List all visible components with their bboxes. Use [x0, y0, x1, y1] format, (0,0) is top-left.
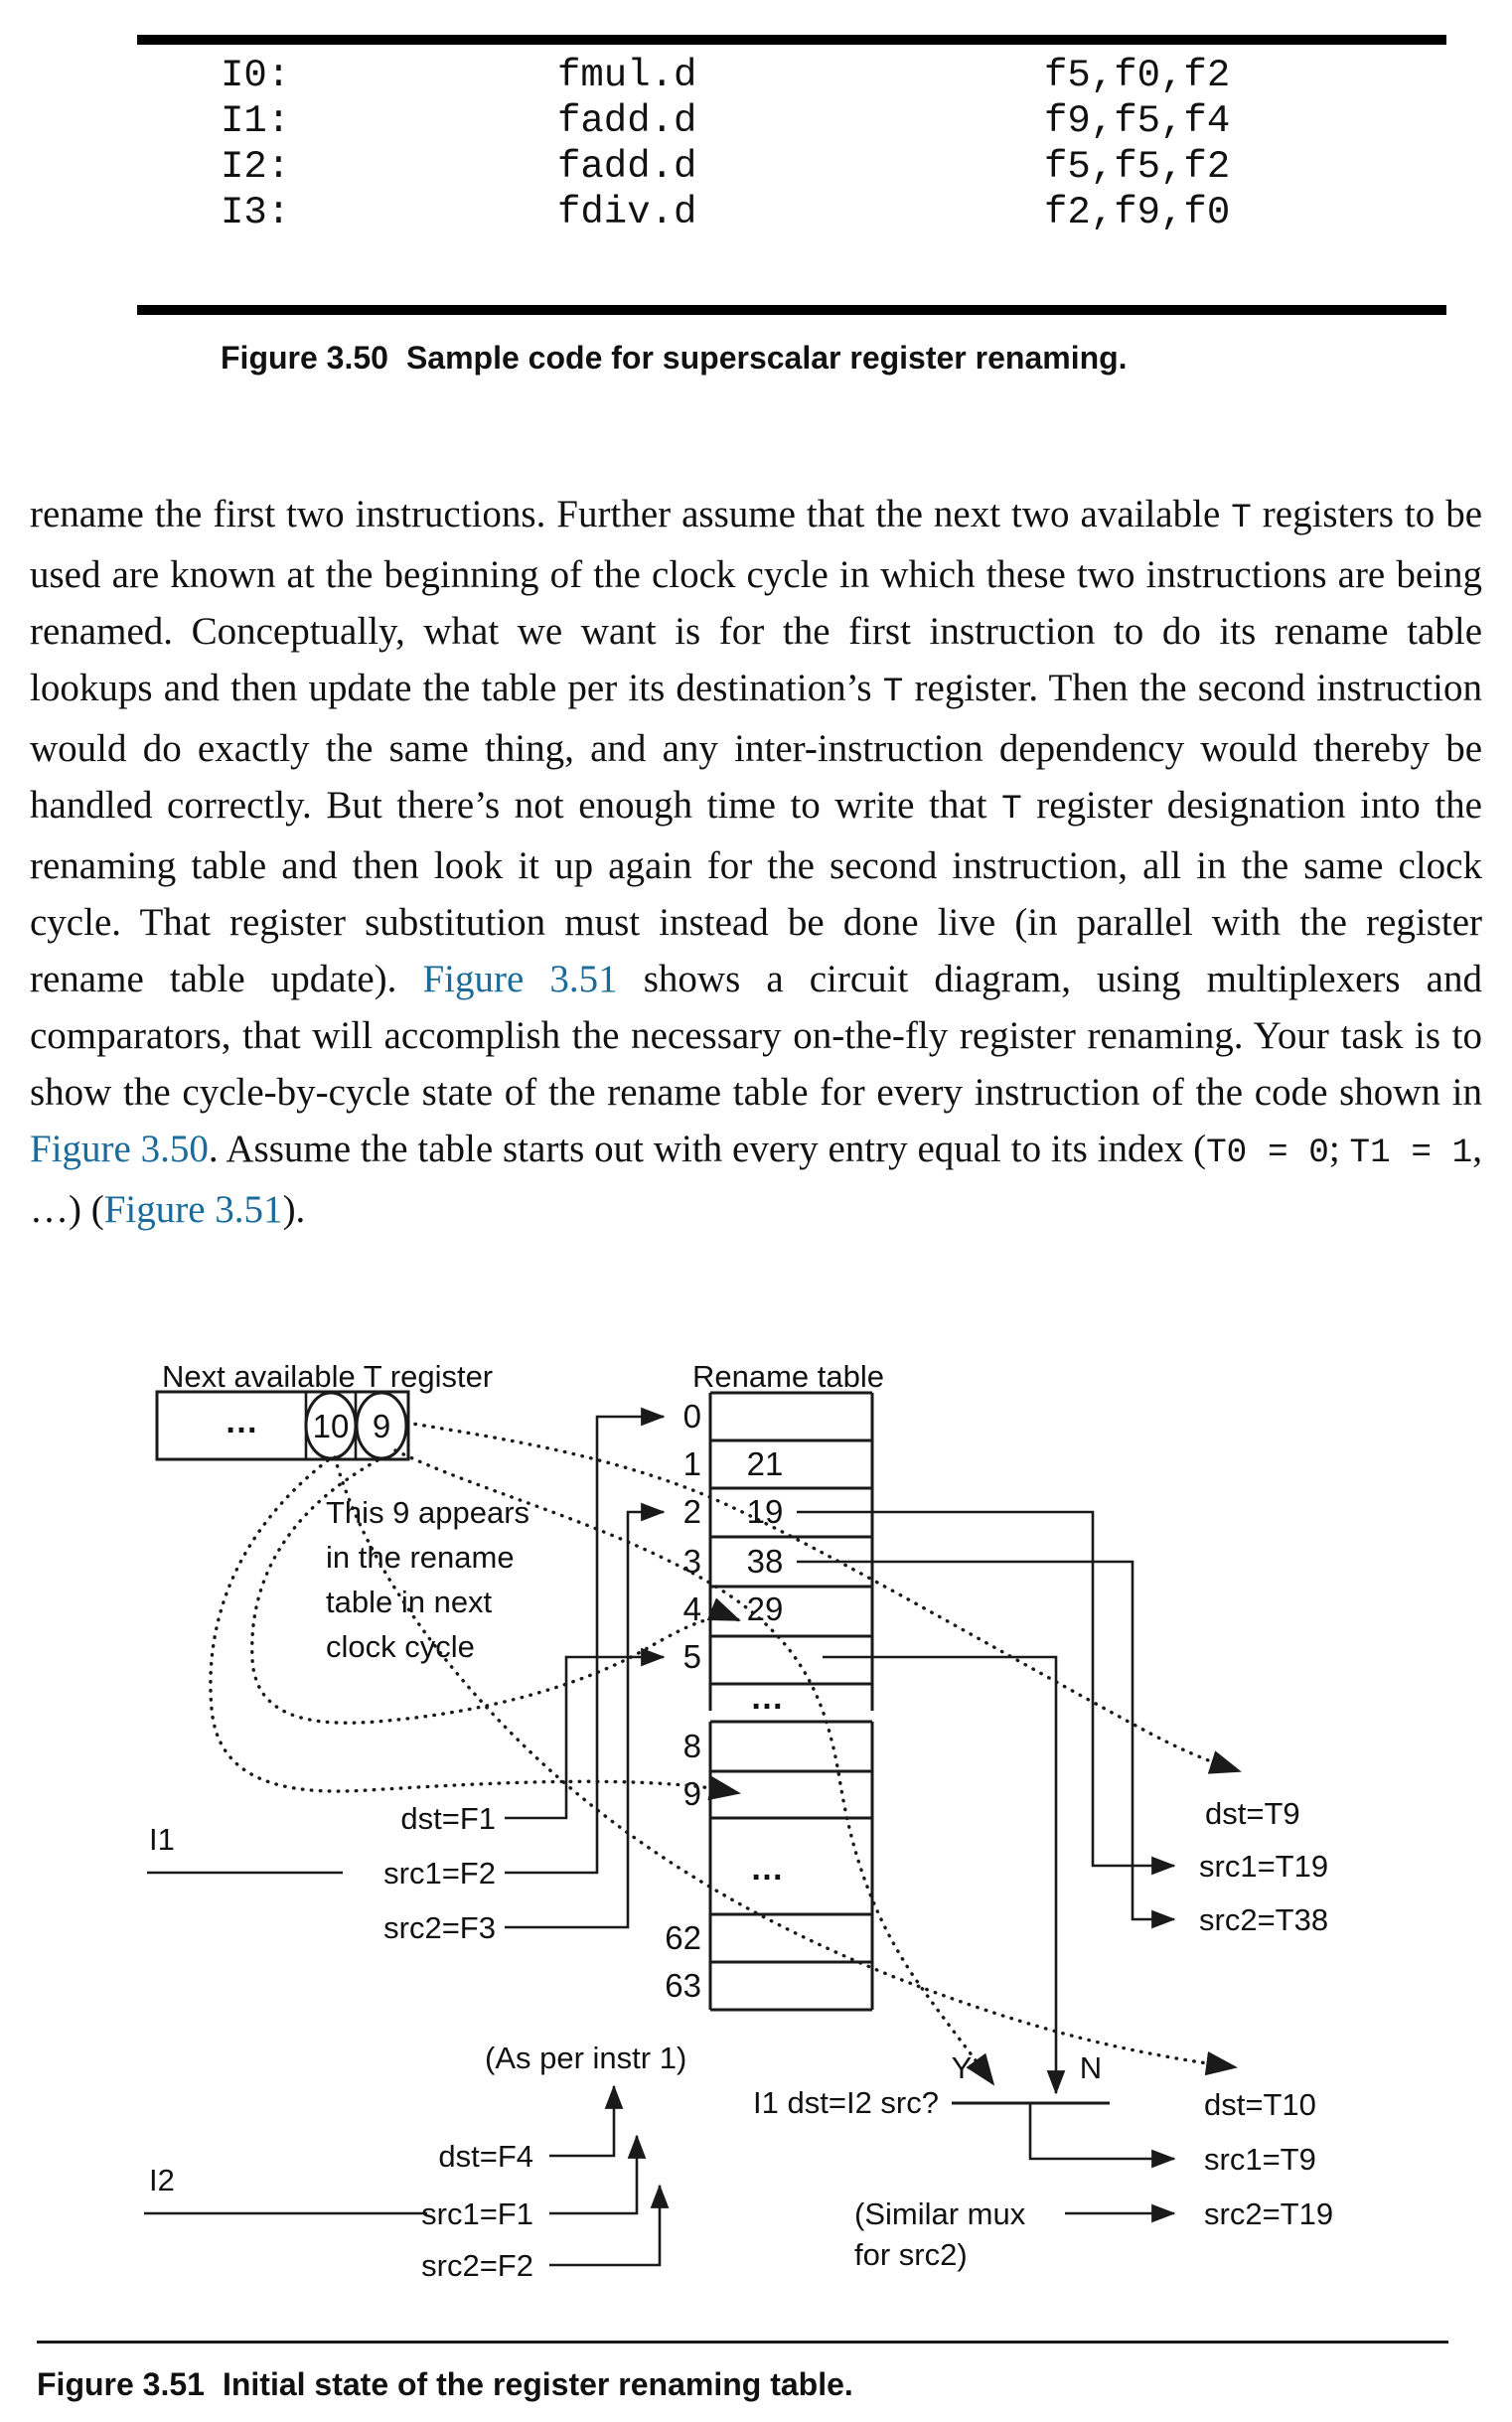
entry-4-value: 29: [746, 1590, 784, 1627]
i2-label: I2: [149, 2163, 175, 2197]
hint-line-2: in the rename: [326, 1540, 515, 1575]
instr-operands: f5,f0,f2: [1044, 54, 1231, 97]
row-index-5: 5: [682, 1638, 701, 1675]
instr-label: I2:: [221, 145, 291, 189]
i2-out-dst: dst=T10: [1204, 2087, 1316, 2122]
figure-link[interactable]: Figure 3.51: [103, 1188, 283, 1231]
mux-yes-label: Y: [951, 2050, 973, 2085]
figure-3-51-caption: [37, 2364, 853, 2404]
instr-opcode: fadd.d: [557, 99, 697, 143]
paragraph-segment: ).: [282, 1188, 306, 1231]
entry-3-value: 38: [746, 1543, 784, 1580]
i1-src1-wire: [505, 1417, 664, 1873]
table-ellipsis-lower: …: [750, 1850, 784, 1888]
i1-dst-label: dst=F1: [400, 1801, 496, 1836]
i2-src2-up-wire: [549, 2186, 660, 2265]
t9-to-dst-dotted: [406, 1423, 1240, 1771]
paragraph-segment: T: [1001, 790, 1022, 829]
i2-src2-label: src2=F2: [421, 2248, 533, 2283]
code-row: [137, 144, 1446, 190]
instr-opcode: fmul.d: [557, 54, 697, 97]
instr-opcode: fadd.d: [557, 145, 697, 189]
t9-value: 9: [372, 1408, 391, 1444]
row-index-62: 62: [665, 1919, 701, 1956]
hint-line-1: This 9 appears: [326, 1495, 530, 1530]
figure-caption-label: Figure 3.50: [221, 340, 388, 376]
t-register-queue: [157, 1392, 408, 1459]
mux: [952, 2050, 1174, 2159]
i1-out-src2: src2=T38: [1199, 1902, 1329, 1937]
i2-dst-label: dst=F4: [438, 2139, 533, 2174]
code-listing: [137, 35, 1446, 315]
paragraph-segment: rename the first two instructions. Further assume that the next two available: [30, 493, 1232, 535]
i1-out-dst: dst=T9: [1205, 1796, 1300, 1831]
i2-out-src1: src1=T9: [1204, 2142, 1316, 2177]
i1-src2-label: src2=F3: [383, 1910, 496, 1945]
figure-caption-text: Initial state of the register renaming table.: [222, 2366, 853, 2402]
mux-question: I1 dst=I2 src?: [753, 2085, 939, 2120]
rename-table-lower: [710, 1722, 872, 2010]
i2-src1-up-wire: [549, 2136, 637, 2213]
i1-label: I1: [149, 1822, 175, 1857]
paragraph-segment: , …) (: [30, 1128, 1482, 1231]
mux-output-wire: [1030, 2103, 1174, 2159]
row-index-9: 9: [682, 1775, 701, 1812]
t10-value: 10: [312, 1408, 350, 1444]
row-index-2: 2: [682, 1493, 701, 1530]
figure-link[interactable]: Figure 3.51: [422, 958, 618, 1000]
hint-note: [326, 1495, 529, 1664]
instr-operands: f9,f5,f4: [1044, 99, 1231, 143]
instr-operands: f5,f5,f2: [1044, 145, 1231, 189]
i1-dst-wire: [505, 1657, 664, 1818]
code-row: [137, 98, 1446, 144]
code-row: [137, 190, 1446, 235]
paragraph-segment: . Assume the table starts out with every entry equal to its index (: [208, 1128, 1207, 1170]
row-index-8: 8: [682, 1728, 701, 1764]
caption-divider: [37, 2341, 1448, 2344]
hint-line-3: table in next: [326, 1585, 493, 1619]
figure-3-50-caption: [221, 338, 1128, 378]
row-index-0: 0: [682, 1398, 701, 1435]
i1-out-src1: src1=T19: [1199, 1849, 1329, 1884]
row-indices: [665, 1398, 701, 2004]
row-index-4: 4: [682, 1590, 701, 1627]
paragraph-segment: register designation into the renaming table and then look it up again for the second instruction, all in the same clock cycle. That register substitution must instead be done live (in parallel with the register rename table update).: [30, 784, 1482, 1000]
instr-label: I0:: [221, 54, 291, 97]
entry-1-value: 21: [746, 1445, 784, 1482]
figure-caption-label: Figure 3.51: [37, 2366, 205, 2402]
row-index-63: 63: [665, 1967, 701, 2004]
i2-dst-up-wire: [549, 2086, 614, 2156]
mux-no-label: N: [1079, 2050, 1103, 2085]
paragraph-segment: ;: [1328, 1128, 1350, 1170]
figure-link[interactable]: Figure 3.50: [30, 1128, 209, 1170]
paragraph-segment: T0 = 0: [1206, 1134, 1329, 1172]
row-index-1: 1: [682, 1445, 701, 1482]
figure-caption-text: Sample code for superscalar register renaming.: [405, 340, 1128, 376]
paragraph-segment: shows a circuit diagram, using multiplexers and comparators, that will accomplish the necessary on-the-fly register renaming. Your task is to show the cycle-by-cycle state of the rename table for every instruction of the code shown in: [30, 958, 1482, 1114]
paragraph-segment: register. Then the second instruction would do exactly the same thing, and any inter-instruction dependency would thereby be handled correctly. But there’s not enough time to write that: [30, 667, 1482, 827]
as-per-instr-label: (As per instr 1): [485, 2041, 687, 2075]
paragraph-segment: T: [1231, 499, 1252, 537]
i2-src1-label: src1=F1: [421, 2196, 533, 2231]
i1-src1-label: src1=F2: [383, 1856, 496, 1891]
paragraph-segment: T: [882, 673, 904, 711]
next-available-label: Next available T register: [162, 1361, 494, 1394]
instr-label: I1:: [221, 99, 291, 143]
paragraph-segment: T1 = 1: [1349, 1134, 1473, 1172]
row-index-3: 3: [682, 1543, 701, 1580]
similar-mux-note-2: for src2): [854, 2237, 968, 2272]
hint-line-4: clock cycle: [326, 1629, 475, 1664]
instr-operands: f2,f9,f0: [1044, 191, 1231, 234]
queue-ellipsis: …: [225, 1403, 258, 1440]
rename-table-upper: [710, 1393, 872, 1717]
paragraph-segment: registers to be used are known at the beginning of the clock cycle in which these two instructions are being renamed. Conceptually, what we want is for the first instruction to do its rename table lookups and then update the table per its destination’s: [30, 493, 1482, 709]
entry2-output-wire: [797, 1512, 1174, 1866]
similar-mux-note-1: (Similar mux: [854, 2196, 1026, 2231]
rename-diagram: [0, 1361, 1512, 2364]
i2-out-src2: src2=T19: [1204, 2196, 1334, 2231]
body-paragraph: [30, 486, 1482, 1238]
code-row: [137, 53, 1446, 98]
instr-opcode: fdiv.d: [557, 191, 697, 234]
rename-table-label: Rename table: [692, 1361, 885, 1394]
i1-src2-wire: [505, 1512, 664, 1927]
instr-label: I3:: [221, 191, 291, 234]
table-ellipsis-upper: …: [750, 1679, 784, 1717]
entry-2-value: 19: [746, 1493, 784, 1530]
